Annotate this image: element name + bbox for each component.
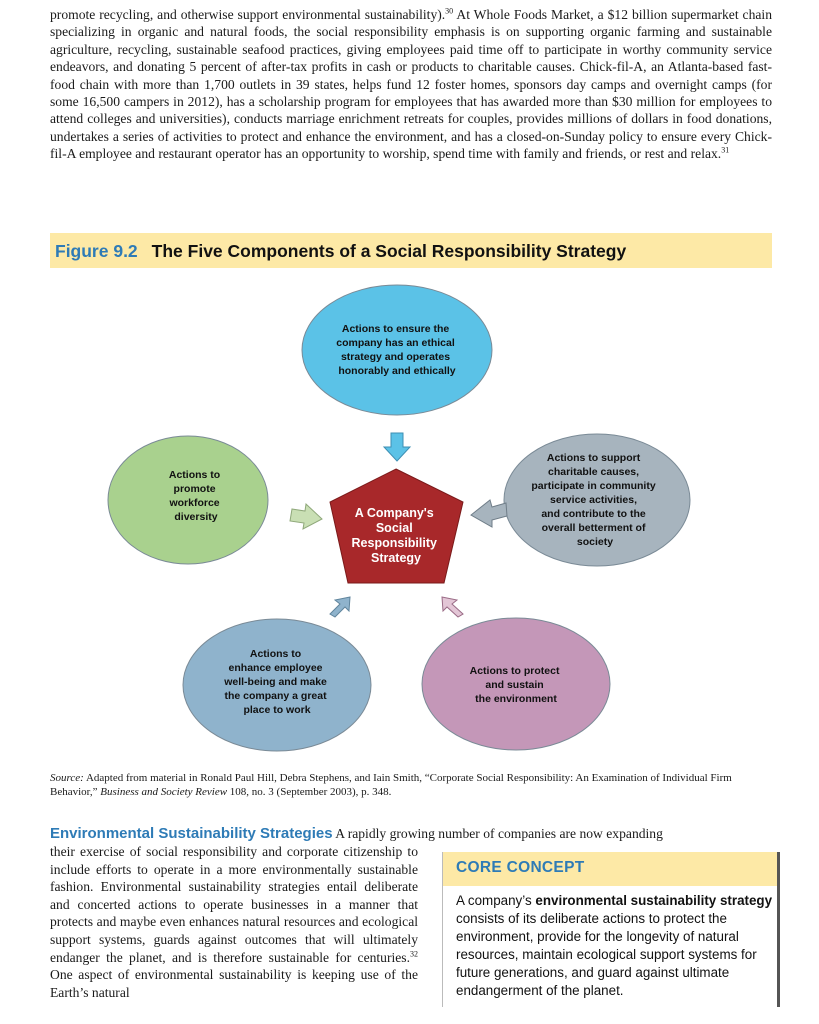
core-post: consists of its deliberate actions to protect the environment, provide for the longevity of natural resources, maintain ecological support systems for future generations, and guard against ultimate endangerment of the planet. (456, 911, 757, 998)
core-concept-text (456, 892, 778, 1000)
figure-number: Figure 9.2 (55, 241, 138, 261)
social-responsibility-diagram (0, 270, 819, 770)
intro-paragraph (50, 6, 772, 163)
top-label: Actions to ensure the company has an ethical strategy and operates honorably and ethically (336, 323, 456, 377)
core-concept-heading: CORE CONCEPT (456, 859, 585, 876)
intro-text-1: promote recycling, and otherwise support environmental sustainability). (50, 7, 446, 22)
up-right-arrow-icon (330, 597, 350, 617)
footnote-32: 32 (410, 949, 418, 959)
env-body-2: One aspect of environmental sustainability is keeping use of the Earth’s natural (50, 967, 418, 1000)
right-label: Actions to support charitable causes, participate in community service activities, and contribute to the overall betterment of society (531, 452, 656, 548)
right-arrow-icon (290, 504, 322, 529)
left-arrow-icon (471, 500, 507, 527)
left-label: Actions to promote workforce diversity (168, 469, 221, 523)
intro-text-2: At Whole Foods Market, a $12 billion supermarket chain specializing in organic and natural foods, the social responsibility emphasis is on supporting organic farming and sustainable agriculture, recycling, sustainable seafood practices, giving employees paid time off to participate in worthy community service endeavors, and donating 5 percent of after-tax profits in cash or products to charitable causes. Chick-fil-A, an Atlanta-based fast-food chain with more than 1,700 outlets in 39 states, helps fund 12 foster homes, sponsors day camps and overnight camps (for some 16,500 campers in 2012), has a scholarship program for employees that has awarded more than $30 million for employees to attend colleges and universities), conducts marriage enrichment retreats for couples, provides millions of dollars in food donations, undertakes a series of activities to protect and enhance the environment, and has a closed-on-Sunday policy to ensure every Chick-fil-A employee and restaurant operator has an opportunity to worship, spend time with family and friends, or rest and relax. (50, 7, 772, 162)
figure-title-text: The Five Components of a Social Responsibility Strategy (151, 241, 627, 261)
env-line-1: A rapidly growing number of companies are now expanding (332, 826, 663, 841)
center-label: A Company's Social Responsibility Strategy (351, 506, 437, 565)
source-text-1: Adapted from material in Ronald Paul Hill, Debra Stephens, and Iain Smith, “Corporate Social Responsibility: An Examination of Individual Firm Behavior,” (50, 772, 732, 798)
source-journal: Business and Society Review (100, 785, 228, 798)
bottom-right-label: Actions to protect and sustain the environment (469, 665, 560, 705)
source-text-2: 108, no. 3 (September 2003), p. 348. (227, 785, 392, 798)
up-left-arrow-icon (442, 597, 463, 617)
top-ellipse (302, 285, 492, 415)
env-paragraph (50, 843, 418, 1001)
footnote-31: 31 (721, 145, 730, 155)
section-heading: Environmental Sustainability Strategies (50, 825, 333, 842)
down-arrow-icon (384, 433, 410, 461)
core-term: environmental sustainability strategy (535, 893, 773, 908)
footnote-30: 30 (445, 6, 454, 16)
core-concept-box (442, 852, 796, 1007)
env-first-line (50, 825, 772, 843)
core-pre: A company’s (456, 893, 536, 908)
source-label: Source: (50, 772, 84, 784)
figure-source (50, 772, 772, 799)
bottom-left-label: Actions to enhance employee well-being and make the company a great place to work (224, 648, 327, 716)
env-body-1: their exercise of social responsibility and corporate citizenship to include efforts to operate in a more environmentally sustainable fashion. Environmental sustainability strategies entail deliberate and concerted actions to operate businesses in a manner that protects and maybe even enhances natural resources and ecological support systems, guards against outcomes that will ultimately endanger the planet, and is therefore sustainable for centuries. (50, 844, 418, 965)
core-concept-left-rule (442, 852, 443, 1007)
figure-title (55, 241, 626, 262)
